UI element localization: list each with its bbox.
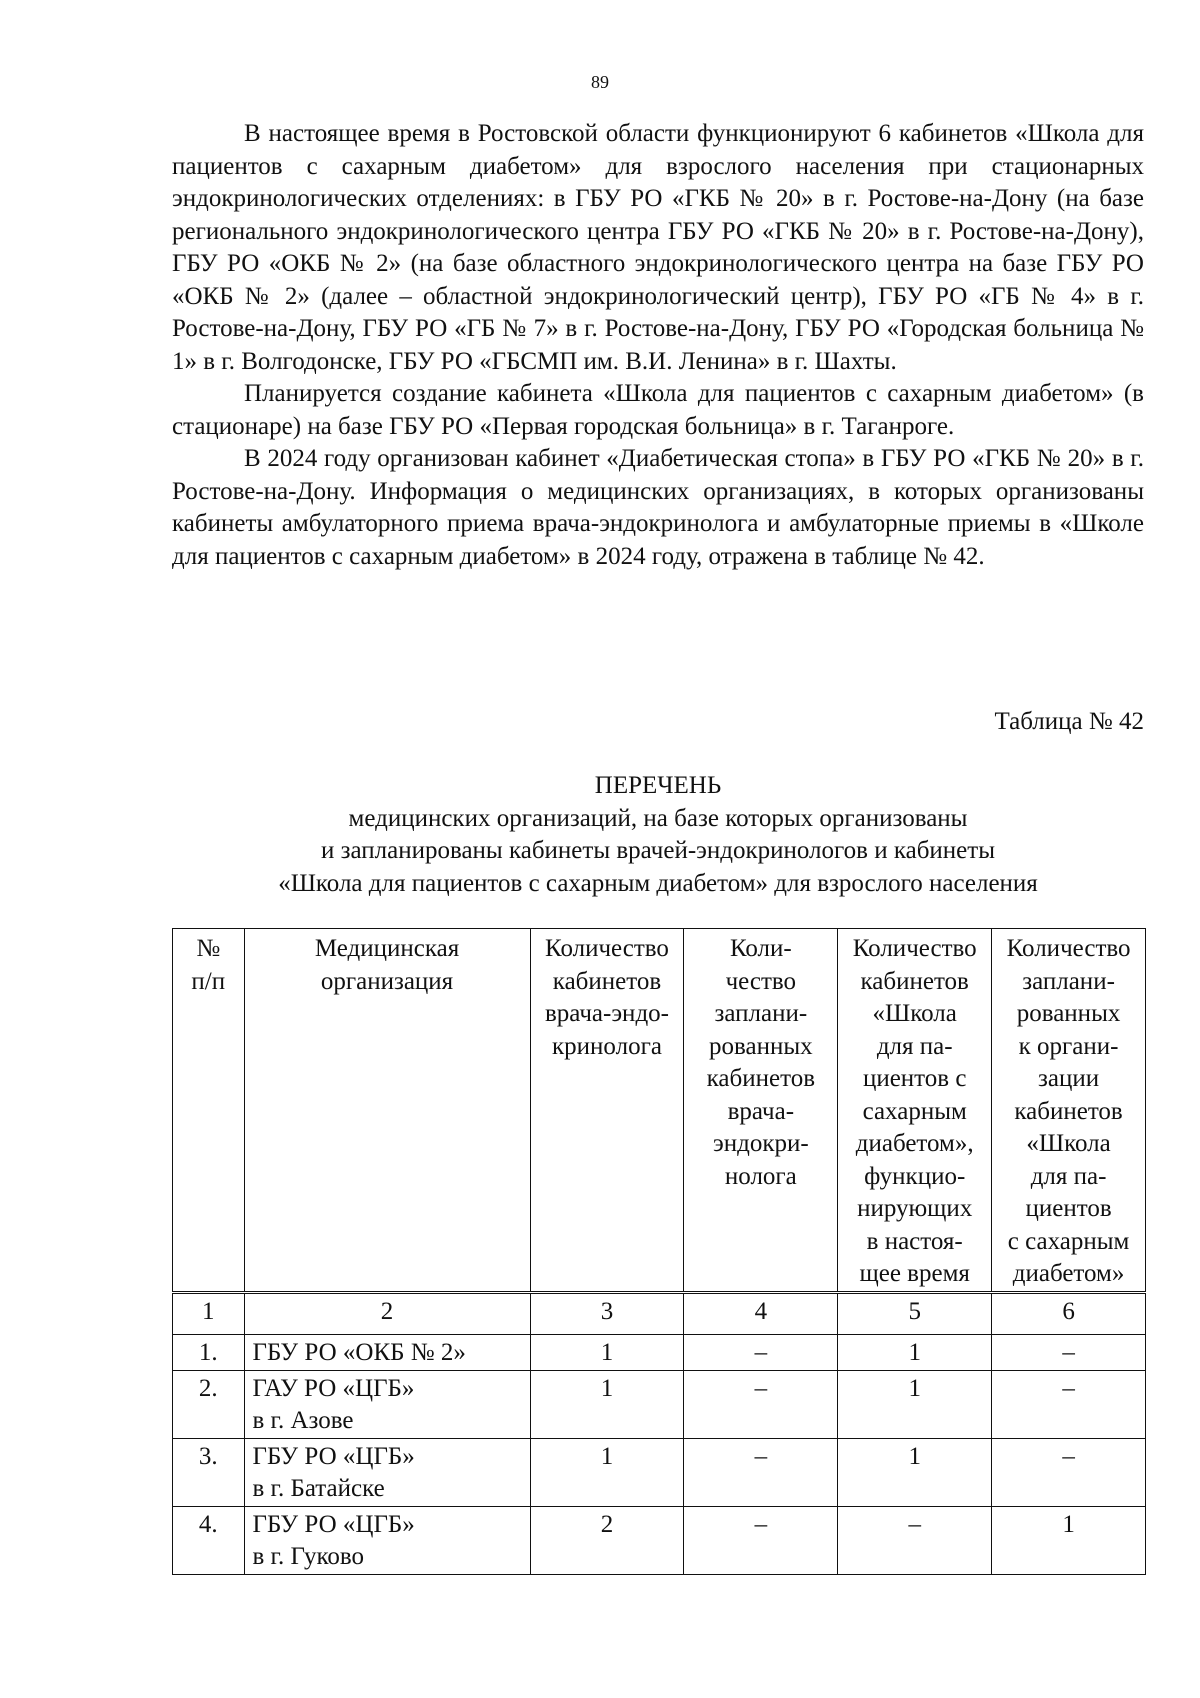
- table-cell: –: [684, 1438, 838, 1506]
- table-cell: 1: [530, 1370, 684, 1438]
- table-cell: 2: [530, 1506, 684, 1574]
- table-caption: Таблица № 42: [994, 708, 1144, 735]
- column-number: 2: [244, 1293, 530, 1335]
- organization-name: ГБУ РО «ОКБ № 2»: [244, 1335, 530, 1371]
- table-title: ПЕРЕЧЕНЬ: [594, 772, 722, 799]
- table-cell: 1: [838, 1370, 992, 1438]
- header-endocrinologist-offices: Количество кабинетов врача-эндо- кринолога: [530, 929, 684, 1293]
- table-cell: 1: [838, 1438, 992, 1506]
- column-number: 4: [684, 1293, 838, 1335]
- header-organization: Медицинская организация: [244, 929, 530, 1293]
- row-number: 1.: [173, 1335, 245, 1371]
- organization-name: ГБУ РО «ЦГБ» в г. Батайске: [244, 1438, 530, 1506]
- body-text: [172, 118, 1144, 573]
- table-subtitle-line: и запланированы кабинеты врачей-эндокринологов и кабинеты: [320, 837, 995, 864]
- column-number: 5: [838, 1293, 992, 1335]
- table-subtitle-line: «Школа для пациентов с сахарным диабетом» для взрослого населения: [278, 869, 1038, 897]
- table-cell: 1: [992, 1506, 1146, 1574]
- column-number: 3: [530, 1293, 684, 1335]
- table-row: [173, 1506, 1146, 1574]
- table-cell: –: [992, 1438, 1146, 1506]
- column-number: 6: [992, 1293, 1146, 1335]
- paragraph: В 2024 году организован кабинет «Диабетическая стопа» в ГБУ РО «ГКБ № 20» в г. Ростове-на-Дону. Информация о медицинских организациях, в которых организованы кабинеты амбулаторного приема врача-эндокринолога и амбулаторные приемы в «Школе для пациентов с сахарным диабетом» в 2024 году, отражена в таблице № 42.: [172, 445, 1144, 570]
- organization-name: ГБУ РО «ЦГБ» в г. Гуково: [244, 1506, 530, 1574]
- table-header-row: [173, 929, 1146, 1293]
- table-cell: 1: [530, 1438, 684, 1506]
- table-subtitle-line: медицинских организаций, на базе которых организованы: [348, 804, 968, 832]
- organization-name: ГАУ РО «ЦГБ» в г. Азове: [244, 1370, 530, 1438]
- column-numbers-row: [173, 1293, 1146, 1335]
- row-number: 4.: [173, 1506, 245, 1574]
- table-cell: –: [684, 1370, 838, 1438]
- header-school-offices-planned: Количество заплани- рованных к органи- зации кабинетов «Школа для па- циентов с сахарным диабетом»: [992, 929, 1146, 1293]
- paragraph: Планируется создание кабинета «Школа для пациентов с сахарным диабетом» (в стационаре) на базе ГБУ РО «Первая городская больница» в г. Таганроге.: [172, 380, 1144, 440]
- table-row: [173, 1370, 1146, 1438]
- table-heading: [172, 770, 1144, 900]
- table-cell: 1: [530, 1335, 684, 1371]
- row-number: 3.: [173, 1438, 245, 1506]
- table-cell: –: [992, 1370, 1146, 1438]
- table-cell: –: [838, 1506, 992, 1574]
- header-number: № п/п: [173, 929, 245, 1293]
- table-row: [173, 1438, 1146, 1506]
- header-school-offices-active: Количество кабинетов «Школа для па- циентов с сахарным диабетом», функцио- нирующих в настоя- щее время: [838, 929, 992, 1293]
- row-number: 2.: [173, 1370, 245, 1438]
- page-number: 89: [591, 72, 609, 92]
- column-number: 1: [173, 1293, 245, 1335]
- table-cell: 1: [838, 1335, 992, 1371]
- paragraph: В настоящее время в Ростовской области функционируют 6 кабинетов «Школа для пациентов с сахарным диабетом» для взрослого населения при стационарных эндокринологических отделениях: в ГБУ РО «ГКБ № 20» в г. Ростове-на-Дону (на базе регионального эндокринологического центра ГБУ РО «ГКБ № 20» в г. Ростове-на-Дону), ГБУ РО «ОКБ № 2» (на базе областного эндокринологического центра на базе ГБУ РО «ОКБ № 2» (далее – областной эндокринологический центр), ГБУ РО «ГБ № 4» в г. Ростове-на-Дону, ГБУ РО «ГБ № 7» в г. Ростове-на-Дону, ГБУ РО «Городская больница № 1» в г. Волгодонске, ГБУ РО «ГБСМП им. В.И. Ленина» в г. Шахты.: [172, 120, 1144, 375]
- table-row: [173, 1335, 1146, 1371]
- table-cell: –: [684, 1335, 838, 1371]
- table-cell: –: [992, 1335, 1146, 1371]
- organizations-table: [172, 928, 1146, 1575]
- header-planned-endocrinologist-offices: Коли- чество заплани- рованных кабинетов врача- эндокри- нолога: [684, 929, 838, 1293]
- table-cell: –: [684, 1506, 838, 1574]
